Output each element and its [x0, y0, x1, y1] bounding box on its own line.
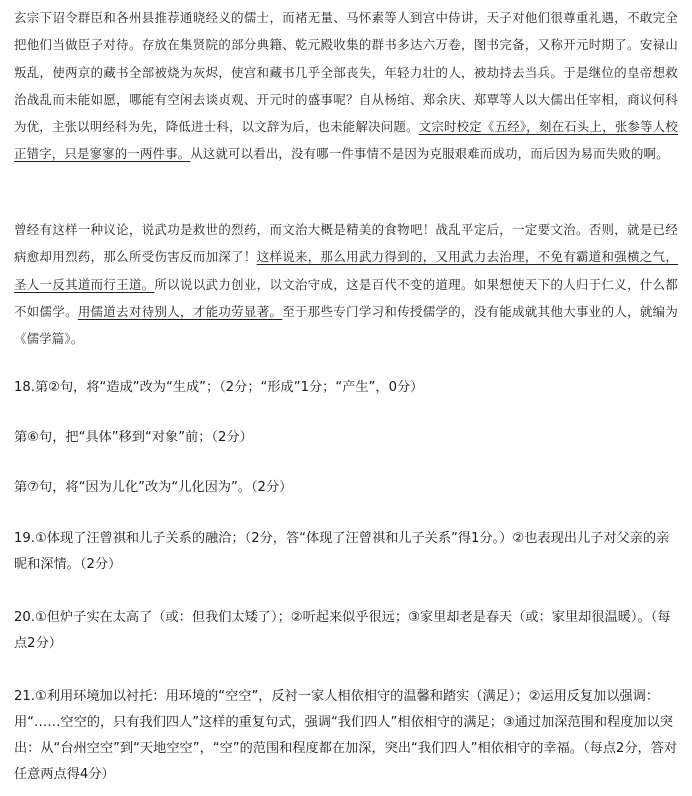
underlined-sentence-3: 用儒道去对待别人，才能功劳显著。	[77, 303, 283, 319]
answer-19: 19.①体现了汪曾祺和儿子关系的融洽；（2分，答“体现了汪曾祺和儿子关系”得1分。）②也表现出儿子对父亲的亲昵和深情。（2分）	[14, 531, 670, 572]
answer-20: 20.①但炉子实在太高了（或：但我们太矮了）；②听起来似乎很远；③家里却老是春天（或：家里却很温暖）。（每点2分）	[14, 610, 671, 651]
passage-1-sentence-a: 玄宗下诏令群臣和各州县推荐通晓经义的儒士，而褚无量、马怀素等人到宫中侍讲，天子对他们很尊重礼遇，不敢完全把他们当做臣子对待。存放在集贤院的部分典籍、乾元殿收集的群书多达六万卷，图书完备，又称开元时期了。安禄山叛乱，使两京的藏书全部被烧为灰烬，使宫和藏书几乎全部丧失，年轻力壮的人，被劫持去当兵。于是继位的皇帝想救治战乱而未能如愿，哪能有空闲去谈贞观、开元时的盛事呢？自从杨绾、郑余庆、郑覃等人以大儒出任宰相，商议何科为优，主张以明经科为先，降低进士科，以文辞为后，也未能解决问题。	[14, 10, 678, 135]
underlined-sentence-1: 文宗时校定《五经》，刻在石头上，张参等人校正错字，只是寥寥的一两件事。	[14, 119, 679, 162]
underlined-sentence-2: 这样说来，那么用武力得到的，又用武力去治理，不免有霸道和强横之气，圣人一反其道而行王道。	[14, 249, 678, 292]
answer-18: 18.第②句，将“造成”改为“生成”；（2分；“形成”1分；“产生”，0分）	[14, 380, 424, 395]
passage-2-sentence-b: 所以说以武力创业，以文治守成，这是百代不变的道理。如果想使天下的人归于仁义，什么都不如儒学。	[14, 276, 678, 319]
passage-1-sentence-b: 从这就可以看出，没有哪一件事情不是因为克服艰难而成功，而后因为易而失败的啊。	[190, 146, 669, 162]
passage-paragraph-1	[14, 4, 678, 168]
passage-2-sentence-a: 曾经有这样一种议论，说武功是救世的烈药，而文治大概是精美的食物吧！战乱平定后，一定要文治。否则，就是已经病愈却用烈药，那么所受伤害反而加深了！	[14, 222, 678, 265]
answer-18-sentence-7: 第⑦句，将“因为儿化”改为“儿化因为”。（2分）	[14, 480, 293, 495]
passage-2-sentence-c: 至于那些专门学习和传授儒学的，没有能成就其他大事业的人，就编为《儒学篇》。	[14, 303, 679, 347]
answer-18-sentence-6: 第⑥句，把“具体”移到“对象”前；（2分）	[14, 430, 253, 445]
passage-paragraph-2	[14, 216, 678, 352]
answer-21: 21.①利用环境加以衬托：用环境的“空空”，反衬一家人相依相守的温馨和踏实（满足）；②运用反复加以强调：用“……空空的，只有我们四人”这样的重复句式，强调“我们四人”相依相守的满足；③通过加深范围和程度加以突出：从“台州空空”到“天地空空”，“空”的范围和程度都在加深，突出“我们四人”相依相守的幸福。（每点2分，答对任意两点得4分）	[14, 689, 678, 782]
